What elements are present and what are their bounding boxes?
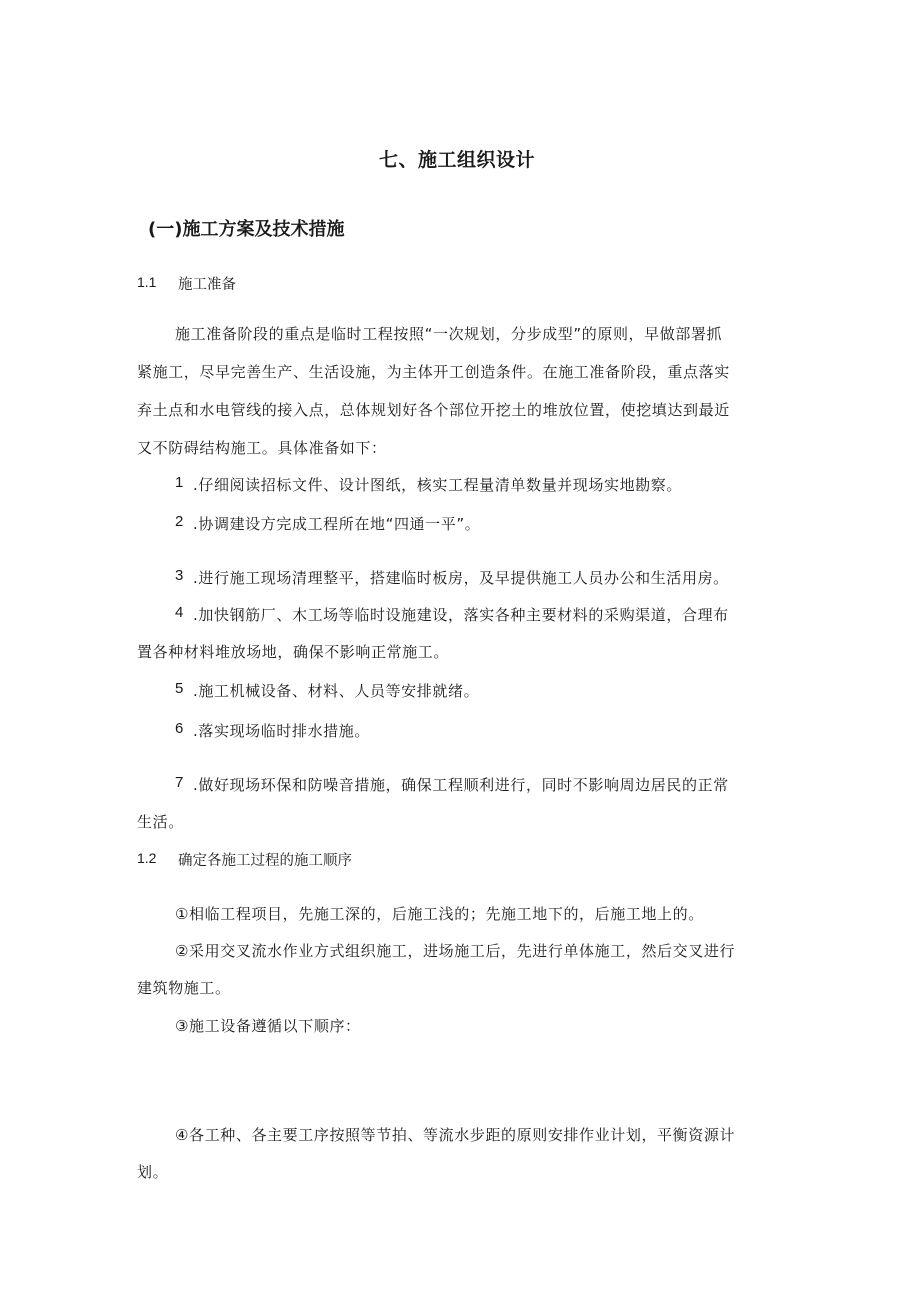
list-item: ①相临工程项目，先施工深的，后施工浅的；先施工地下的，后施工地上的。 [175,905,704,923]
list-item-continuation: 建筑物施工。 [137,979,231,997]
list-item-number: 3 [175,567,184,584]
list-item-continuation: 生活。 [137,813,184,831]
list-item-number: 7 [175,774,184,791]
list-item: .进行施工现场清理整平，搭建临时板房，及早提供施工人员办公和生活用房。 [193,569,729,587]
list-item: ②采用交叉流水作业方式组织施工，进场施工后，先进行单体施工，然后交叉进行 [175,942,736,960]
list-item-continuation: 置各种材料堆放场地，确保不影响正常施工。 [137,643,450,661]
list-item: .加快钢筋厂、木工场等临时设施建设，落实各种主要材料的采购渠道，合理布 [193,606,729,624]
paragraph-line: 弃土点和水电管线的接入点，总体规划好各个部位开挖土的堆放位置，使挖填达到最近 [137,401,730,419]
list-item: .协调建设方完成工程所在地“四通一平”。 [193,515,481,533]
list-item: .落实现场临时排水措施。 [193,722,370,740]
paragraph-line: 又不防碍结构施工。具体准备如下： [137,439,387,457]
list-item-continuation: 划。 [137,1163,169,1181]
chapter-title: 七、施工组织设计 [379,149,536,171]
list-item-number: 5 [175,680,184,697]
list-item: .做好现场环保和防噪音措施，确保工程顺利进行，同时不影响周边居民的正常 [193,776,729,794]
list-item: .施工机械设备、材料、人员等安排就绪。 [193,682,480,700]
list-item: ④各工种、各主要工序按照等节拍、等流水步距的原则安排作业计划，平衡资源计 [175,1126,736,1144]
list-item-number: 6 [175,720,184,737]
list-item-number: 2 [175,513,184,530]
list-item: .仔细阅读招标文件、设计图纸，核实工程量清单数量并现场实地勘察。 [193,476,682,494]
list-item-number: 1 [175,474,184,491]
section-heading: 确定各施工过程的施工顺序 [178,853,352,869]
list-item: ③施工设备遵循以下顺序： [175,1017,361,1035]
section-title: (一)施工方案及技术措施 [148,219,345,240]
section-heading: 施工准备 [178,277,236,293]
list-item-number: 4 [175,604,184,621]
section-number: 1.1 [137,274,157,290]
section-number: 1.2 [137,850,157,866]
paragraph-line: 紧施工，尽早完善生产、生活设施，为主体开工创造条件。在施工准备阶段，重点落实 [137,363,730,381]
paragraph-line: 施工准备阶段的重点是临时工程按照“一次规划，分步成型”的原则，早做部署抓 [175,325,723,343]
